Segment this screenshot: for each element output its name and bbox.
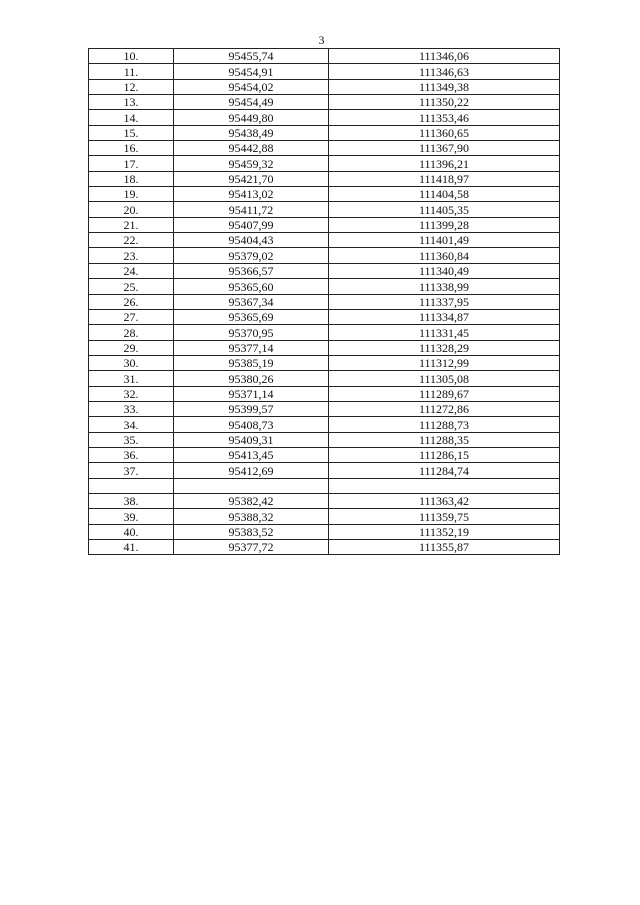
point-number-cell: 40. [89,524,174,539]
y-coordinate-cell: 111405,35 [329,202,560,217]
x-coordinate-cell: 95365,60 [174,279,329,294]
empty-cell [174,478,329,493]
x-coordinate-cell: 95449,80 [174,110,329,125]
point-number-cell: 35. [89,432,174,447]
y-coordinate-cell: 111337,95 [329,294,560,309]
x-coordinate-cell: 95413,02 [174,187,329,202]
x-coordinate-cell: 95379,02 [174,248,329,263]
table-row [89,309,560,324]
x-coordinate-cell: 95454,02 [174,79,329,94]
point-number-cell: 41. [89,540,174,555]
y-coordinate-cell: 111359,75 [329,509,560,524]
y-coordinate-cell: 111401,49 [329,233,560,248]
point-number-cell: 21. [89,217,174,232]
y-coordinate-cell: 111353,46 [329,110,560,125]
table-row [89,401,560,416]
empty-cell [329,478,560,493]
x-coordinate-cell: 95388,32 [174,509,329,524]
point-number-cell: 37. [89,463,174,478]
point-number-cell: 34. [89,417,174,432]
table-row [89,386,560,401]
x-coordinate-cell: 95377,72 [174,540,329,555]
table-row [89,340,560,355]
table-row [89,187,560,202]
y-coordinate-cell: 111363,42 [329,493,560,508]
coordinates-table [88,48,560,555]
point-number-cell: 19. [89,187,174,202]
y-coordinate-cell: 111338,99 [329,279,560,294]
point-number-cell: 13. [89,95,174,110]
y-coordinate-cell: 111360,65 [329,125,560,140]
point-number-cell: 17. [89,156,174,171]
point-number-cell: 25. [89,279,174,294]
y-coordinate-cell: 111349,38 [329,79,560,94]
y-coordinate-cell: 111399,28 [329,217,560,232]
x-coordinate-cell: 95442,88 [174,141,329,156]
table-row [89,447,560,462]
x-coordinate-cell: 95459,32 [174,156,329,171]
y-coordinate-cell: 111334,87 [329,309,560,324]
y-coordinate-cell: 111418,97 [329,171,560,186]
table-row [89,432,560,447]
y-coordinate-cell: 111346,06 [329,49,560,64]
table-row [89,141,560,156]
table-row [89,248,560,263]
point-number-cell: 32. [89,386,174,401]
point-number-cell: 18. [89,171,174,186]
x-coordinate-cell: 95454,49 [174,95,329,110]
point-number-cell: 12. [89,79,174,94]
table-row [89,493,560,508]
table-row [89,110,560,125]
point-number-cell: 36. [89,447,174,462]
table-row [89,263,560,278]
table-row [89,325,560,340]
x-coordinate-cell: 95455,74 [174,49,329,64]
x-coordinate-cell: 95382,42 [174,493,329,508]
point-number-cell: 10. [89,49,174,64]
empty-cell [89,478,174,493]
coordinates-table-body [89,49,560,555]
point-number-cell: 30. [89,355,174,370]
y-coordinate-cell: 111340,49 [329,263,560,278]
x-coordinate-cell: 95385,19 [174,355,329,370]
table-row [89,509,560,524]
point-number-cell: 20. [89,202,174,217]
x-coordinate-cell: 95409,31 [174,432,329,447]
x-coordinate-cell: 95408,73 [174,417,329,432]
table-row [89,355,560,370]
table-row [89,95,560,110]
x-coordinate-cell: 95399,57 [174,401,329,416]
y-coordinate-cell: 111312,99 [329,355,560,370]
table-row [89,217,560,232]
x-coordinate-cell: 95366,57 [174,263,329,278]
y-coordinate-cell: 111272,86 [329,401,560,416]
x-coordinate-cell: 95383,52 [174,524,329,539]
point-number-cell: 22. [89,233,174,248]
point-number-cell: 26. [89,294,174,309]
table-row [89,371,560,386]
x-coordinate-cell: 95370,95 [174,325,329,340]
table-row [89,156,560,171]
point-number-cell: 38. [89,493,174,508]
x-coordinate-cell: 95371,14 [174,386,329,401]
table-row [89,463,560,478]
point-number-cell: 14. [89,110,174,125]
empty-separator-row [89,478,560,493]
table-row [89,279,560,294]
x-coordinate-cell: 95380,26 [174,371,329,386]
point-number-cell: 23. [89,248,174,263]
point-number-cell: 16. [89,141,174,156]
table-row [89,64,560,79]
table-row [89,125,560,140]
table-row [89,524,560,539]
y-coordinate-cell: 111367,90 [329,141,560,156]
table-row [89,294,560,309]
x-coordinate-cell: 95412,69 [174,463,329,478]
table-row [89,417,560,432]
point-number-cell: 24. [89,263,174,278]
x-coordinate-cell: 95438,49 [174,125,329,140]
y-coordinate-cell: 111288,73 [329,417,560,432]
x-coordinate-cell: 95367,34 [174,294,329,309]
x-coordinate-cell: 95404,43 [174,233,329,248]
x-coordinate-cell: 95365,69 [174,309,329,324]
y-coordinate-cell: 111331,45 [329,325,560,340]
y-coordinate-cell: 111352,19 [329,524,560,539]
y-coordinate-cell: 111328,29 [329,340,560,355]
table-row [89,233,560,248]
y-coordinate-cell: 111289,67 [329,386,560,401]
y-coordinate-cell: 111286,15 [329,447,560,462]
table-row [89,79,560,94]
point-number-cell: 28. [89,325,174,340]
x-coordinate-cell: 95413,45 [174,447,329,462]
table-row [89,202,560,217]
y-coordinate-cell: 111350,22 [329,95,560,110]
point-number-cell: 11. [89,64,174,79]
point-number-cell: 39. [89,509,174,524]
point-number-cell: 15. [89,125,174,140]
table-row [89,171,560,186]
table-row [89,540,560,555]
point-number-cell: 29. [89,340,174,355]
x-coordinate-cell: 95454,91 [174,64,329,79]
y-coordinate-cell: 111346,63 [329,64,560,79]
y-coordinate-cell: 111288,35 [329,432,560,447]
y-coordinate-cell: 111355,87 [329,540,560,555]
point-number-cell: 27. [89,309,174,324]
point-number-cell: 31. [89,371,174,386]
y-coordinate-cell: 111360,84 [329,248,560,263]
x-coordinate-cell: 95377,14 [174,340,329,355]
y-coordinate-cell: 111404,58 [329,187,560,202]
x-coordinate-cell: 95421,70 [174,171,329,186]
x-coordinate-cell: 95407,99 [174,217,329,232]
y-coordinate-cell: 111396,21 [329,156,560,171]
table-row [89,49,560,64]
y-coordinate-cell: 111284,74 [329,463,560,478]
point-number-cell: 33. [89,401,174,416]
y-coordinate-cell: 111305,08 [329,371,560,386]
page-number: 3 [318,33,325,47]
x-coordinate-cell: 95411,72 [174,202,329,217]
